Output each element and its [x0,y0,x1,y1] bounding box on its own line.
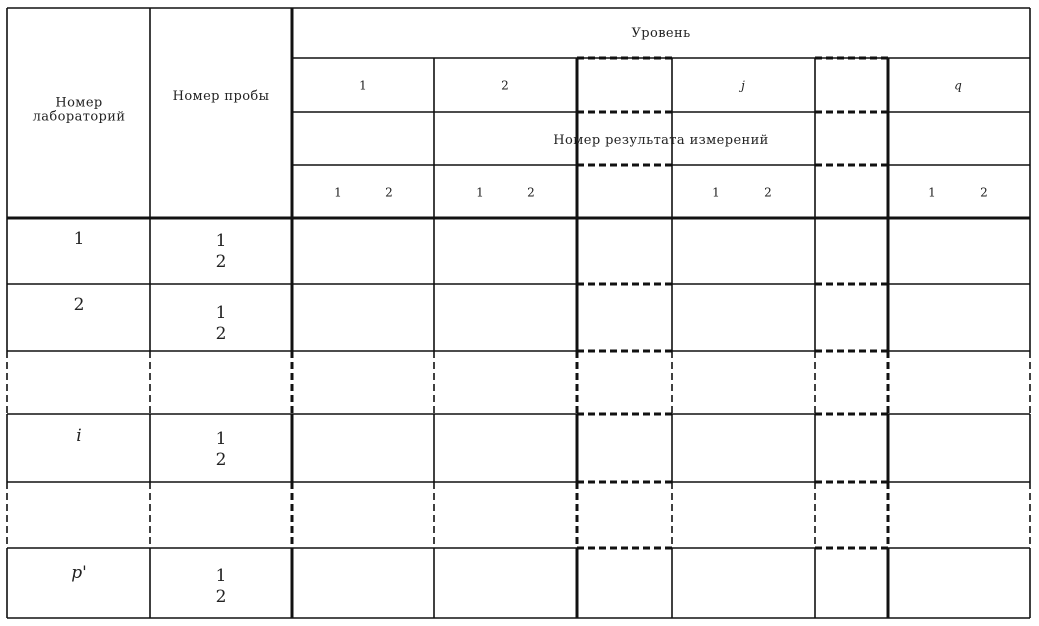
header-sample-number: Номер пробы [172,89,270,105]
result-index: 1 [712,185,720,200]
lab-number: i [76,426,82,447]
result-index: 1 [476,185,484,200]
result-index: 1 [334,185,342,200]
result-index: 2 [764,185,772,200]
sample-number: 1 [215,429,227,450]
sample-number: 2 [215,324,227,345]
sample-number: 2 [215,450,227,471]
result-index: 2 [980,185,988,200]
sample-number: 2 [215,587,227,608]
lab-number: p' [71,563,87,584]
header-result-number: Номер результата измерений [553,133,769,149]
level-label-j: j [741,78,745,93]
header-lab-number: Номер лабораторий [32,95,126,124]
level-label-1: 1 [359,78,367,93]
lab-number: 1 [73,229,85,250]
sample-number: 2 [215,252,227,273]
sample-number: 1 [215,231,227,252]
level-label-q: q [954,78,962,93]
sample-number: 1 [215,303,227,324]
sample-number: 1 [215,566,227,587]
result-index: 2 [385,185,393,200]
lab-number: 2 [73,295,85,316]
level-label-2: 2 [501,78,509,93]
result-index: 1 [928,185,936,200]
result-index: 2 [527,185,535,200]
header-level: Уровень [631,26,691,42]
